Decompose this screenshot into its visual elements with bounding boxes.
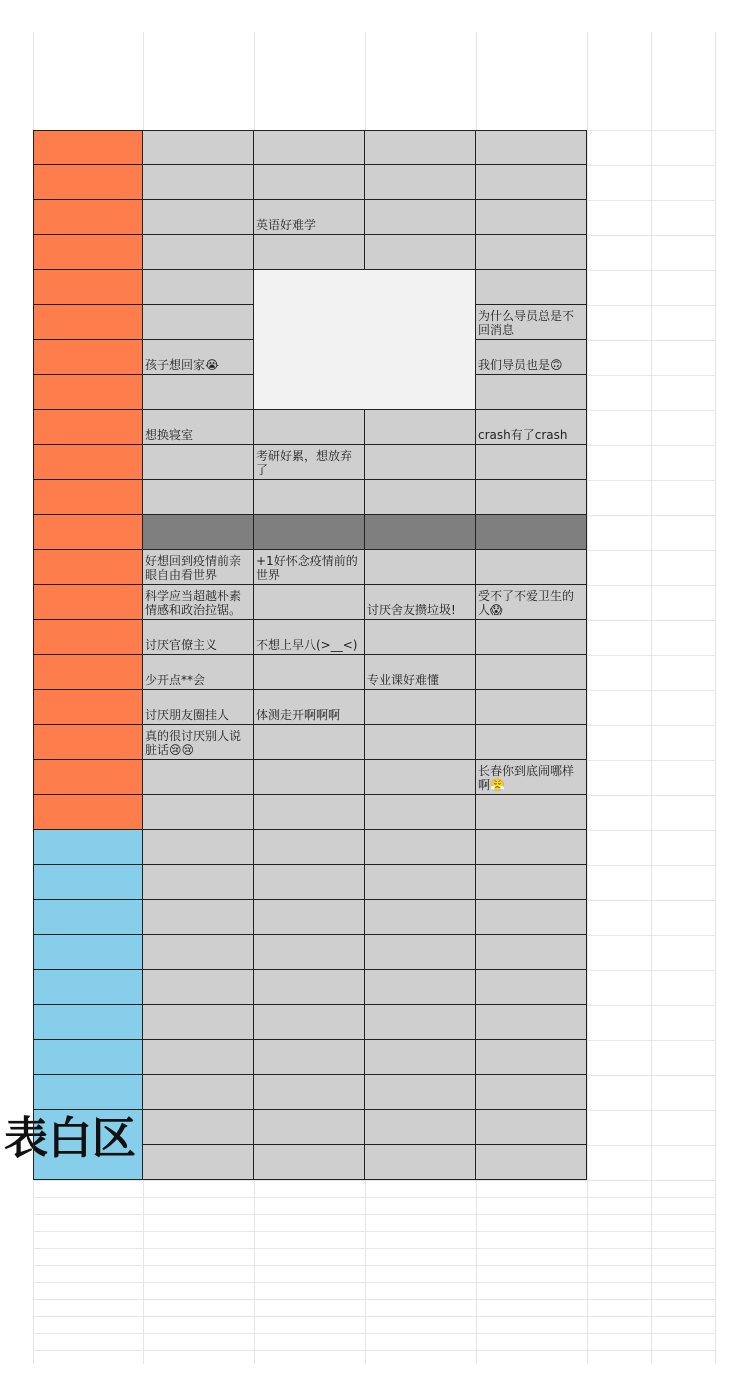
table-cell[interactable] bbox=[254, 900, 365, 935]
grid-hline bbox=[33, 1265, 715, 1266]
grid-hline bbox=[33, 1231, 715, 1232]
table-cell[interactable] bbox=[254, 795, 365, 830]
row-header-cell[interactable] bbox=[33, 620, 143, 655]
cell-text: 真的很讨厌别人说脏话😢😢 bbox=[145, 729, 242, 757]
table-cell[interactable] bbox=[143, 970, 254, 1005]
table-cell[interactable] bbox=[365, 550, 476, 585]
row-header-cell[interactable] bbox=[33, 585, 143, 620]
row-header-cell[interactable] bbox=[33, 690, 143, 725]
grid-hline bbox=[33, 1282, 715, 1283]
row-header-cell[interactable] bbox=[33, 130, 143, 165]
table-cell[interactable] bbox=[365, 690, 476, 725]
table-cell[interactable] bbox=[365, 970, 476, 1005]
table-cell[interactable] bbox=[476, 1075, 587, 1110]
table-cell[interactable] bbox=[365, 1075, 476, 1110]
table-cell[interactable] bbox=[254, 1075, 365, 1110]
table-cell[interactable] bbox=[143, 270, 254, 305]
row-header-cell[interactable] bbox=[33, 970, 143, 1005]
table-cell[interactable] bbox=[365, 725, 476, 760]
table-cell[interactable] bbox=[365, 1110, 476, 1145]
merged-cell[interactable] bbox=[254, 270, 476, 410]
table-cell[interactable] bbox=[254, 725, 365, 760]
row-header-cell[interactable] bbox=[33, 1075, 143, 1110]
grid-vline bbox=[587, 32, 588, 1364]
table-cell[interactable] bbox=[365, 165, 476, 200]
table-cell[interactable] bbox=[254, 410, 365, 445]
row-header-cell[interactable] bbox=[33, 725, 143, 760]
cell-text: +1好怀念疫情前的世界 bbox=[256, 554, 358, 582]
cell-text: 少开点**会 bbox=[145, 673, 206, 687]
table-cell[interactable] bbox=[143, 900, 254, 935]
table-cell[interactable] bbox=[143, 760, 254, 795]
row-header-cell[interactable] bbox=[33, 410, 143, 445]
table-cell[interactable] bbox=[476, 655, 587, 690]
table-cell[interactable] bbox=[365, 795, 476, 830]
table-cell[interactable] bbox=[476, 725, 587, 760]
table-cell[interactable] bbox=[365, 1040, 476, 1075]
table-cell[interactable] bbox=[254, 585, 365, 620]
table-cell[interactable] bbox=[365, 235, 476, 270]
grid-hline bbox=[33, 1197, 715, 1198]
table-cell[interactable] bbox=[254, 970, 365, 1005]
table-cell[interactable] bbox=[254, 235, 365, 270]
table-cell[interactable] bbox=[476, 305, 587, 340]
row-header-cell[interactable] bbox=[33, 445, 143, 480]
cell-text: 考研好累，想放弃了 bbox=[256, 449, 353, 477]
cell-text: 我们导员也是🙃 bbox=[478, 358, 563, 372]
grid-hline bbox=[33, 1316, 715, 1317]
cell-text: 专业课好难懂 bbox=[367, 673, 440, 687]
table-cell[interactable] bbox=[365, 585, 476, 620]
table-cell[interactable] bbox=[143, 830, 254, 865]
cell-text: 好想回到疫情前亲眼自由看世界 bbox=[145, 554, 242, 582]
table-cell[interactable] bbox=[476, 585, 587, 620]
table-cell[interactable] bbox=[143, 515, 254, 550]
table-cell[interactable] bbox=[476, 130, 587, 165]
grid-hline bbox=[33, 1333, 715, 1334]
table-cell[interactable] bbox=[143, 1040, 254, 1075]
table-cell[interactable] bbox=[143, 795, 254, 830]
table-cell[interactable] bbox=[143, 340, 254, 375]
cell-text: 科学应当超越朴素情感和政治拉锯。 bbox=[145, 589, 242, 617]
table-cell[interactable] bbox=[476, 550, 587, 585]
table-cell[interactable] bbox=[143, 200, 254, 235]
table-cell[interactable] bbox=[143, 550, 254, 585]
table-cell[interactable] bbox=[476, 235, 587, 270]
grid-hline bbox=[33, 1248, 715, 1249]
row-header-cell[interactable] bbox=[33, 340, 143, 375]
table-cell[interactable] bbox=[476, 935, 587, 970]
row-header-cell[interactable] bbox=[33, 375, 143, 410]
table-cell[interactable] bbox=[143, 445, 254, 480]
row-header-cell[interactable] bbox=[33, 200, 143, 235]
table-cell[interactable] bbox=[254, 515, 365, 550]
grid-vline bbox=[651, 32, 652, 1364]
table-cell[interactable] bbox=[476, 760, 587, 795]
grid-hline bbox=[33, 1180, 715, 1181]
table-cell[interactable] bbox=[365, 515, 476, 550]
table-cell[interactable] bbox=[476, 200, 587, 235]
row-header-cell[interactable] bbox=[33, 900, 143, 935]
row-header-cell[interactable] bbox=[33, 550, 143, 585]
cell-text: 英语好难学 bbox=[256, 218, 317, 232]
table-cell[interactable] bbox=[254, 620, 365, 655]
row-header-cell[interactable] bbox=[33, 235, 143, 270]
row-header-cell[interactable] bbox=[33, 830, 143, 865]
row-header-cell[interactable] bbox=[33, 480, 143, 515]
table-cell[interactable] bbox=[365, 410, 476, 445]
table-cell[interactable] bbox=[476, 1040, 587, 1075]
table-cell[interactable] bbox=[476, 830, 587, 865]
table-cell[interactable] bbox=[143, 585, 254, 620]
table-cell[interactable] bbox=[476, 410, 587, 445]
grid-hline bbox=[33, 1350, 715, 1351]
cell-text: 为什么导员总是不回消息 bbox=[478, 309, 575, 337]
table-cell[interactable] bbox=[365, 900, 476, 935]
table-cell[interactable] bbox=[476, 480, 587, 515]
section-label-cell[interactable] bbox=[4, 1110, 143, 1180]
table-cell[interactable] bbox=[254, 165, 365, 200]
table-cell[interactable] bbox=[365, 480, 476, 515]
cell-text: 讨厌舍友攒垃圾! bbox=[367, 603, 456, 617]
cell-text: 受不了不爱卫生的人😱 bbox=[478, 589, 575, 617]
cell-text: 长春你到底闹哪样啊😤 bbox=[478, 764, 575, 792]
table-cell[interactable] bbox=[254, 1040, 365, 1075]
table-cell[interactable] bbox=[365, 865, 476, 900]
table-cell[interactable] bbox=[143, 305, 254, 340]
table-cell[interactable] bbox=[143, 410, 254, 445]
row-header-cell[interactable] bbox=[33, 655, 143, 690]
table-cell[interactable] bbox=[365, 445, 476, 480]
table-cell[interactable] bbox=[365, 130, 476, 165]
table-cell[interactable] bbox=[254, 480, 365, 515]
table-cell[interactable] bbox=[476, 515, 587, 550]
row-header-cell[interactable] bbox=[33, 865, 143, 900]
table-cell[interactable] bbox=[254, 830, 365, 865]
table-cell[interactable] bbox=[254, 130, 365, 165]
table-cell[interactable] bbox=[476, 445, 587, 480]
cell-text: 讨厌官僚主义 bbox=[145, 638, 218, 652]
table-cell[interactable] bbox=[143, 1110, 254, 1145]
table-cell[interactable] bbox=[476, 270, 587, 305]
table-cell[interactable] bbox=[476, 690, 587, 725]
table-cell[interactable] bbox=[365, 830, 476, 865]
table-cell[interactable] bbox=[143, 480, 254, 515]
table-cell[interactable] bbox=[476, 1145, 587, 1180]
table-cell[interactable] bbox=[143, 935, 254, 970]
cell-text: 体测走开啊啊啊 bbox=[256, 708, 341, 722]
row-header-cell[interactable] bbox=[33, 795, 143, 830]
table-cell[interactable] bbox=[365, 935, 476, 970]
table-cell[interactable] bbox=[476, 865, 587, 900]
table-cell[interactable] bbox=[143, 620, 254, 655]
table-cell[interactable] bbox=[143, 235, 254, 270]
table-cell[interactable] bbox=[254, 1110, 365, 1145]
cell-text: 不想上早八(>__<) bbox=[256, 638, 358, 652]
table-cell[interactable] bbox=[143, 1075, 254, 1110]
table-cell[interactable] bbox=[254, 550, 365, 585]
section-label: 表白区 bbox=[4, 1113, 136, 1164]
row-header-cell[interactable] bbox=[33, 1040, 143, 1075]
table-cell[interactable] bbox=[143, 165, 254, 200]
table-cell[interactable] bbox=[254, 865, 365, 900]
table-cell[interactable] bbox=[254, 655, 365, 690]
row-header-cell[interactable] bbox=[33, 305, 143, 340]
grid-vline bbox=[715, 32, 716, 1364]
row-header-cell[interactable] bbox=[33, 270, 143, 305]
row-header-cell[interactable] bbox=[33, 165, 143, 200]
row-header-cell[interactable] bbox=[33, 760, 143, 795]
cell-text: crash有了crash bbox=[478, 428, 568, 442]
table-cell[interactable] bbox=[365, 760, 476, 795]
cell-text: 孩子想回家😭 bbox=[145, 358, 220, 372]
table-cell[interactable] bbox=[143, 865, 254, 900]
table-cell[interactable] bbox=[476, 375, 587, 410]
table-cell[interactable] bbox=[143, 1145, 254, 1180]
table-cell[interactable] bbox=[254, 1145, 365, 1180]
table-cell[interactable] bbox=[365, 200, 476, 235]
table-cell[interactable] bbox=[476, 970, 587, 1005]
table-cell[interactable] bbox=[143, 375, 254, 410]
table-cell[interactable] bbox=[365, 655, 476, 690]
grid-hline bbox=[33, 1214, 715, 1215]
table-cell[interactable] bbox=[476, 795, 587, 830]
table-cell[interactable] bbox=[476, 165, 587, 200]
table-cell[interactable] bbox=[254, 1005, 365, 1040]
table-cell[interactable] bbox=[476, 620, 587, 655]
table-cell[interactable] bbox=[365, 1005, 476, 1040]
table-cell[interactable] bbox=[143, 655, 254, 690]
table-cell[interactable] bbox=[254, 935, 365, 970]
table-cell[interactable] bbox=[365, 1145, 476, 1180]
table-cell[interactable] bbox=[143, 130, 254, 165]
row-header-cell[interactable] bbox=[33, 1005, 143, 1040]
table-cell[interactable] bbox=[254, 760, 365, 795]
row-header-cell[interactable] bbox=[33, 935, 143, 970]
table-cell[interactable] bbox=[476, 1110, 587, 1145]
table-cell[interactable] bbox=[143, 690, 254, 725]
row-header-cell[interactable] bbox=[33, 515, 143, 550]
table-cell[interactable] bbox=[365, 620, 476, 655]
table-cell[interactable] bbox=[476, 1005, 587, 1040]
table-cell[interactable] bbox=[476, 340, 587, 375]
table-cell[interactable] bbox=[143, 725, 254, 760]
table-cell[interactable] bbox=[254, 690, 365, 725]
table-cell[interactable] bbox=[254, 445, 365, 480]
table-cell[interactable] bbox=[143, 1005, 254, 1040]
cell-text: 讨厌朋友圈挂人 bbox=[145, 708, 230, 722]
cell-text: 想换寝室 bbox=[145, 428, 194, 442]
table-cell[interactable] bbox=[476, 900, 587, 935]
grid-hline bbox=[33, 1299, 715, 1300]
table-cell[interactable] bbox=[254, 200, 365, 235]
